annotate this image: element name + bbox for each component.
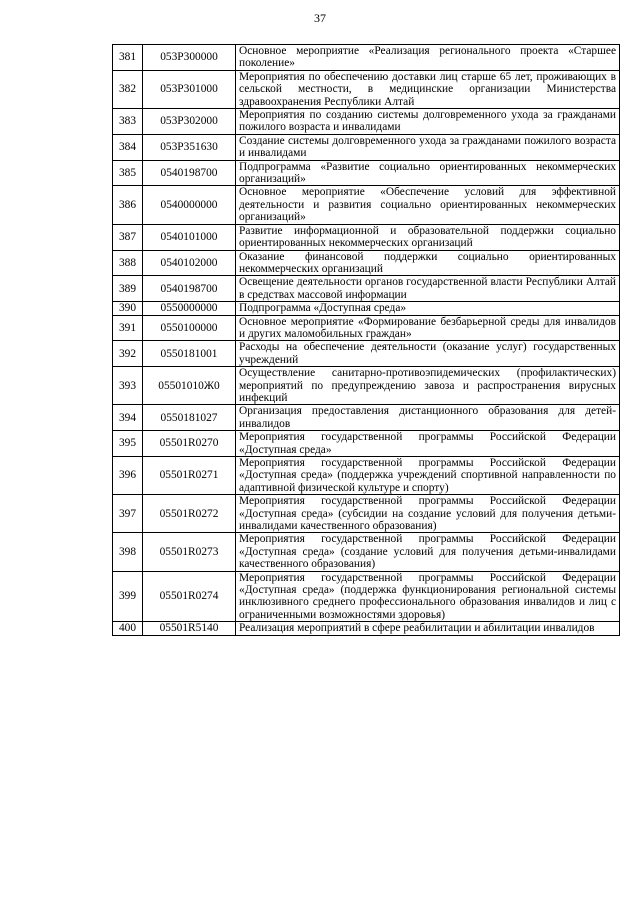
row-number-cell: 381 xyxy=(113,45,143,71)
code-cell: 05501010Ж0 xyxy=(143,367,236,405)
code-cell: 0540198700 xyxy=(143,160,236,186)
code-cell: 05501R0274 xyxy=(143,571,236,622)
table-row xyxy=(113,45,620,71)
code-cell: 05501R0272 xyxy=(143,495,236,533)
row-number-cell: 394 xyxy=(113,405,143,431)
name-cell: Основное мероприятие «Формирование безбарьерной среды для инвалидов и других маломобильных граждан» xyxy=(236,315,620,341)
name-cell: Оказание финансовой поддержки социально ориентированных некоммерческих организаций xyxy=(236,250,620,276)
table-row xyxy=(113,495,620,533)
budget-table xyxy=(112,44,620,636)
code-cell: 0540101000 xyxy=(143,224,236,250)
name-cell: Расходы на обеспечение деятельности (оказание услуг) государственных учреждений xyxy=(236,341,620,367)
name-cell: Реализация мероприятий в сфере реабилитации и абилитации инвалидов xyxy=(236,622,620,635)
table-row xyxy=(113,276,620,302)
name-cell: Развитие информационной и образовательной поддержки социально ориентированных некоммерческих организаций xyxy=(236,224,620,250)
table-row xyxy=(113,367,620,405)
code-cell: 053P300000 xyxy=(143,45,236,71)
row-number-cell: 389 xyxy=(113,276,143,302)
table-row xyxy=(113,533,620,571)
row-number-cell: 393 xyxy=(113,367,143,405)
table-row xyxy=(113,405,620,431)
row-number-cell: 386 xyxy=(113,186,143,224)
row-number-cell: 384 xyxy=(113,134,143,160)
row-number-cell: 383 xyxy=(113,109,143,135)
row-number-cell: 397 xyxy=(113,495,143,533)
code-cell: 0540000000 xyxy=(143,186,236,224)
row-number-cell: 396 xyxy=(113,457,143,495)
row-number-cell: 400 xyxy=(113,622,143,635)
table-row xyxy=(113,431,620,457)
name-cell: Мероприятия государственной программы Российской Федерации «Доступная среда» (субсидии на создание условий для получения детьми-инвалидами качественного образования) xyxy=(236,495,620,533)
code-cell: 0540102000 xyxy=(143,250,236,276)
name-cell: Подпрограмма «Развитие социально ориентированных некоммерческих организаций» xyxy=(236,160,620,186)
row-number-cell: 398 xyxy=(113,533,143,571)
name-cell: Мероприятия по созданию системы долговременного ухода за гражданами пожилого возраста и инвалидами xyxy=(236,109,620,135)
table-row xyxy=(113,302,620,315)
code-cell: 0550181001 xyxy=(143,341,236,367)
table-row xyxy=(113,160,620,186)
name-cell: Подпрограмма «Доступная среда» xyxy=(236,302,620,315)
table-row xyxy=(113,224,620,250)
table-row xyxy=(113,571,620,622)
table-row xyxy=(113,341,620,367)
row-number-cell: 399 xyxy=(113,571,143,622)
code-cell: 053P351630 xyxy=(143,134,236,160)
code-cell: 0550000000 xyxy=(143,302,236,315)
code-cell: 0540198700 xyxy=(143,276,236,302)
table-row xyxy=(113,315,620,341)
name-cell: Мероприятия государственной программы Российской Федерации «Доступная среда» xyxy=(236,431,620,457)
code-cell: 05501R0273 xyxy=(143,533,236,571)
table-body xyxy=(113,45,620,636)
code-cell: 05501R0270 xyxy=(143,431,236,457)
code-cell: 053P302000 xyxy=(143,109,236,135)
row-number-cell: 382 xyxy=(113,70,143,108)
row-number-cell: 392 xyxy=(113,341,143,367)
table-row xyxy=(113,622,620,635)
table-row xyxy=(113,186,620,224)
name-cell: Осуществление санитарно-противоэпидемических (профилактических) мероприятий по предупреждению завоза и распространения вирусных инфекций xyxy=(236,367,620,405)
name-cell: Мероприятия государственной программы Российской Федерации «Доступная среда» (поддержка функционирования региональной системы инклюзивного среднего профессионального образования инвалидов и лиц с ограниченными возможностями здоровья) xyxy=(236,571,620,622)
table-row xyxy=(113,134,620,160)
table-row xyxy=(113,250,620,276)
name-cell: Организация предоставления дистанционного образования для детей-инвалидов xyxy=(236,405,620,431)
name-cell: Создание системы долговременного ухода за гражданами пожилого возраста и инвалидами xyxy=(236,134,620,160)
table-row xyxy=(113,109,620,135)
name-cell: Основное мероприятие «Реализация регионального проекта «Старшее поколение» xyxy=(236,45,620,71)
row-number-cell: 391 xyxy=(113,315,143,341)
table-row xyxy=(113,457,620,495)
code-cell: 05501R0271 xyxy=(143,457,236,495)
name-cell: Основное мероприятие «Обеспечение условий для эффективной деятельности и развития социально ориентированных некоммерческих организаций» xyxy=(236,186,620,224)
code-cell: 0550181027 xyxy=(143,405,236,431)
row-number-cell: 385 xyxy=(113,160,143,186)
name-cell: Мероприятия по обеспечению доставки лиц старше 65 лет, проживающих в сельской местности, в медицинские организации Министерства здравоохранения Республики Алтай xyxy=(236,70,620,108)
name-cell: Мероприятия государственной программы Российской Федерации «Доступная среда» (создание условий для получения детьми-инвалидами качественного образования) xyxy=(236,533,620,571)
name-cell: Освещение деятельности органов государственной власти Республики Алтай в средствах массовой информации xyxy=(236,276,620,302)
row-number-cell: 390 xyxy=(113,302,143,315)
code-cell: 05501R5140 xyxy=(143,622,236,635)
code-cell: 053P301000 xyxy=(143,70,236,108)
row-number-cell: 387 xyxy=(113,224,143,250)
row-number-cell: 395 xyxy=(113,431,143,457)
row-number-cell: 388 xyxy=(113,250,143,276)
page-number: 37 xyxy=(314,11,326,25)
code-cell: 0550100000 xyxy=(143,315,236,341)
table-row xyxy=(113,70,620,108)
name-cell: Мероприятия государственной программы Российской Федерации «Доступная среда» (поддержка учреждений спортивной направленности по адаптивной физической культуре и спорту) xyxy=(236,457,620,495)
